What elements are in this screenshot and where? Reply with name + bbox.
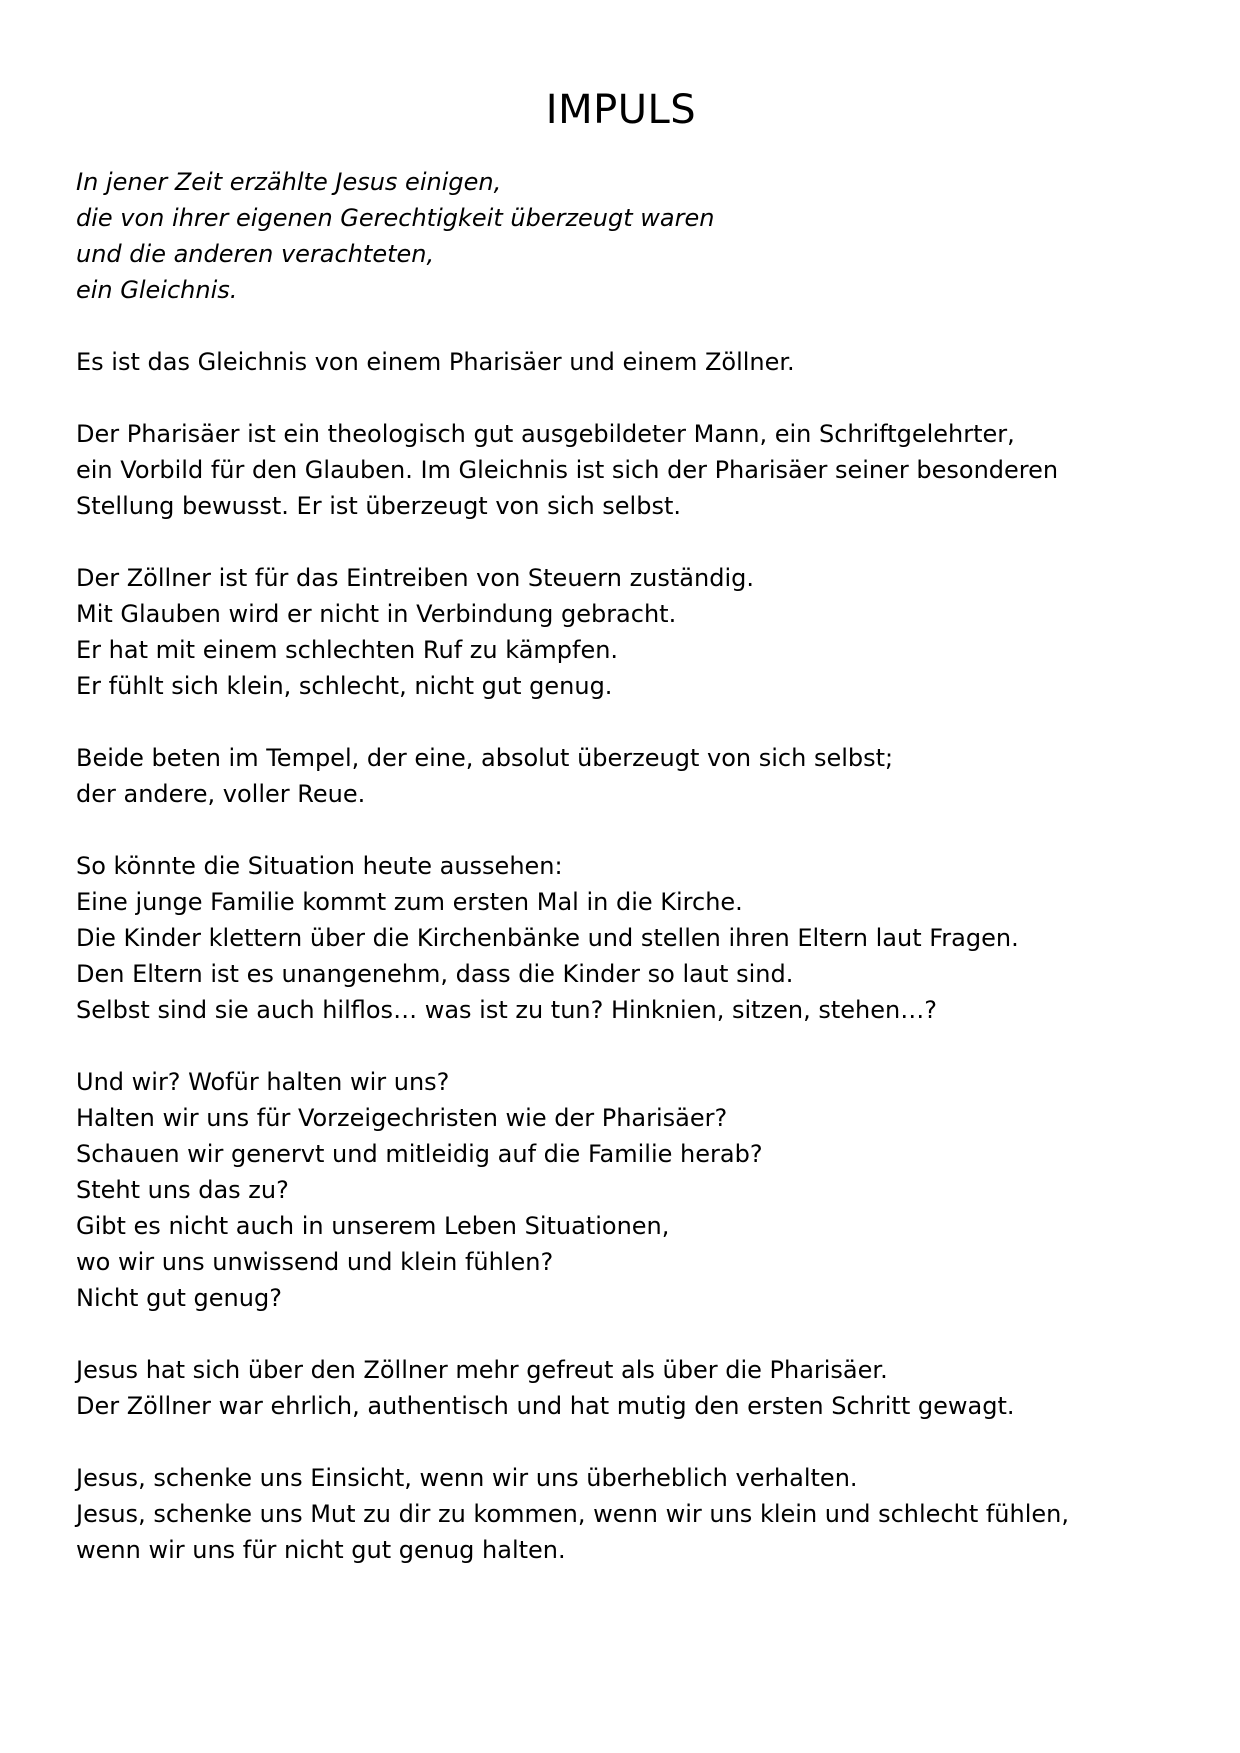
text-line: wo wir uns unwissend und klein fühlen? [76,1248,554,1276]
text-line: Der Zöllner war ehrlich, authentisch und hat mutig den ersten Schritt gewagt. [76,1392,1015,1420]
paragraph [76,344,1176,380]
text-line: und die anderen verachteten, [76,240,435,268]
text-line: Stellung bewusst. Er ist überzeugt von sich selbst. [76,492,681,520]
text-line: Es ist das Gleichnis von einem Pharisäer und einem Zöllner. [76,348,795,376]
text-line: Mit Glauben wird er nicht in Verbindung gebracht. [76,600,677,628]
text-line: Nicht gut genug? [76,1284,282,1312]
text-line: In jener Zeit erzählte Jesus einigen, [76,168,502,196]
text-line: Jesus, schenke uns Einsicht, wenn wir uns überheblich verhalten. [76,1464,858,1492]
text-line: Jesus, schenke uns Mut zu dir zu kommen, wenn wir uns klein und schlecht fühlen, [76,1500,1069,1528]
text-line: Gibt es nicht auch in unserem Leben Situationen, [76,1212,670,1240]
text-line: ein Vorbild für den Glauben. Im Gleichnis ist sich der Pharisäer seiner besonderen [76,456,1059,484]
text-line: Steht uns das zu? [76,1176,289,1204]
paragraph [76,1064,1176,1316]
text-line: Jesus hat sich über den Zöllner mehr gefreut als über die Pharisäer. [76,1356,888,1384]
text-line: Schauen wir genervt und mitleidig auf die Familie herab? [76,1140,763,1168]
text-line: Er hat mit einem schlechten Ruf zu kämpfen. [76,636,619,664]
paragraph [76,560,1176,704]
text-line: Beide beten im Tempel, der eine, absolut überzeugt von sich selbst; [76,744,894,772]
text-line: ein Gleichnis. [76,276,238,304]
text-line: die von ihrer eigenen Gerechtigkeit überzeugt waren [76,204,715,232]
paragraph [76,740,1176,812]
paragraph [76,1460,1176,1568]
text-line: Er fühlt sich klein, schlecht, nicht gut genug. [76,672,613,700]
paragraph [76,848,1176,1028]
text-line: der andere, voller Reue. [76,780,366,808]
text-line: Den Eltern ist es unangenehm, dass die Kinder so laut sind. [76,960,794,988]
scripture-quote-paragraph [76,164,1176,308]
text-line: Die Kinder klettern über die Kirchenbänke und stellen ihren Eltern laut Fragen. [76,924,1019,952]
text-line: Der Zöllner ist für das Eintreiben von Steuern zuständig. [76,564,754,592]
text-line: Der Pharisäer ist ein theologisch gut ausgebildeter Mann, ein Schriftgelehrter, [76,420,1015,448]
document-title: IMPULS [545,87,697,133]
text-line: So könnte die Situation heute aussehen: [76,852,563,880]
text-line: Selbst sind sie auch hilflos… was ist zu tun? Hinknien, sitzen, stehen…? [76,996,937,1024]
text-line: Halten wir uns für Vorzeigechristen wie der Pharisäer? [76,1104,728,1132]
document-body [76,164,1176,1604]
text-line: Und wir? Wofür halten wir uns? [76,1068,450,1096]
text-line: wenn wir uns für nicht gut genug halten. [76,1536,566,1564]
text-line: Eine junge Familie kommt zum ersten Mal in die Kirche. [76,888,743,916]
paragraph [76,416,1176,524]
paragraph [76,1352,1176,1424]
